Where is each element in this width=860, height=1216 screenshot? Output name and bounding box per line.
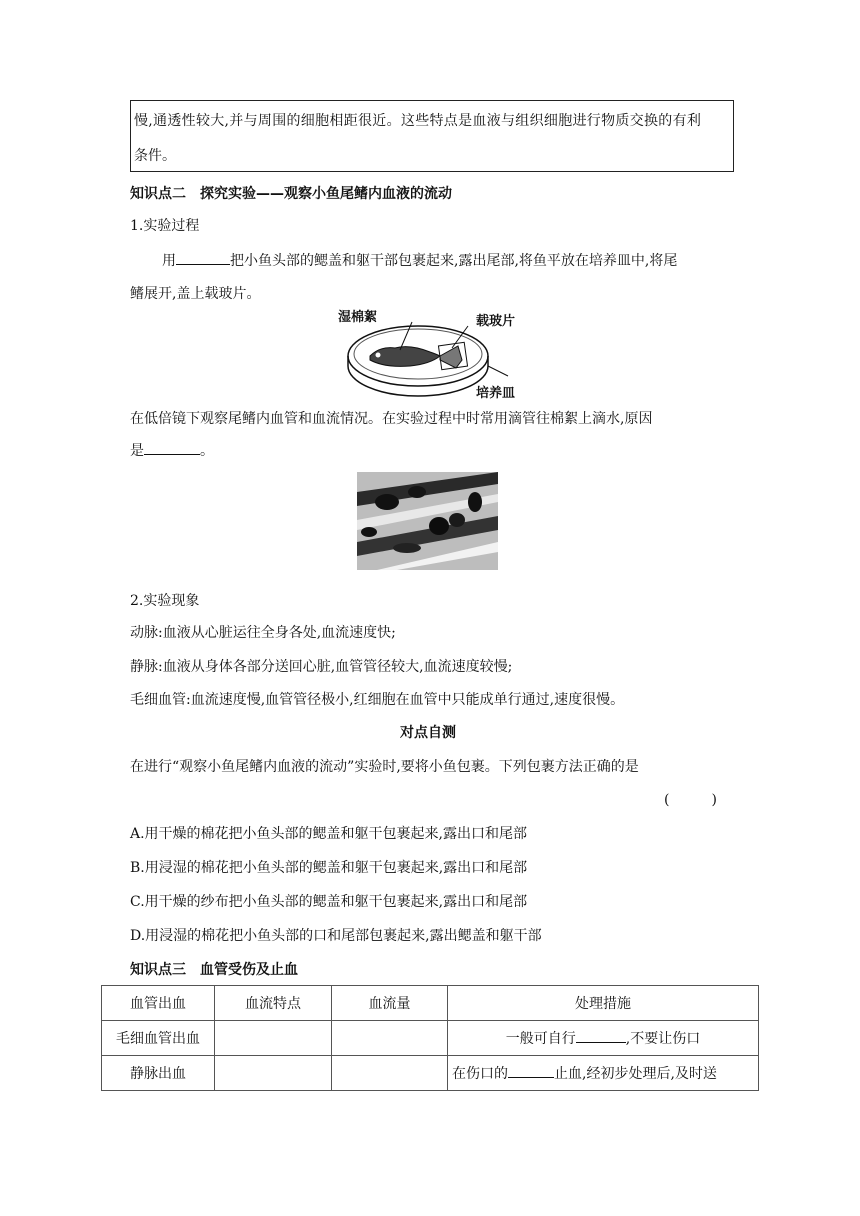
table-header-row: [102, 986, 759, 1021]
capillary-micrograph: [357, 472, 498, 570]
bleeding-type-cell: 静脉出血: [102, 1056, 215, 1091]
table-row: [102, 1056, 759, 1091]
answer-paren[interactable]: ( ): [664, 792, 717, 808]
measure-text-pre: 一般可自行: [505, 1031, 576, 1047]
fill-blank[interactable]: [176, 252, 230, 265]
observation-paragraph-line-2: [130, 440, 214, 460]
empty-answer-cell[interactable]: [215, 1021, 332, 1056]
fill-blank[interactable]: [508, 1065, 554, 1078]
procedure-paragraph-line-1: [162, 250, 677, 270]
section-heading-2: 知识点二 探究实验——观察小鱼尾鳍内血液的流动: [130, 186, 452, 202]
table-header-cell: 血流特点: [215, 986, 332, 1021]
selftest-title: 对点自测: [400, 725, 456, 741]
procedure-paragraph-line-2: 鳍展开,盖上载玻片。: [130, 286, 261, 302]
vein-description: 静脉:血液从身体各部分送回心脏,血管管径较大,血流速度较慢;: [130, 659, 513, 675]
empty-answer-cell[interactable]: [332, 1056, 448, 1091]
measure-cell: [448, 1021, 759, 1056]
procedure-text-pre: 用: [162, 253, 176, 269]
subheading-procedure: 1.实验过程: [130, 218, 200, 234]
measure-cell: [448, 1056, 759, 1091]
option-a[interactable]: A.用干燥的棉花把小鱼头部的鳃盖和躯干包裹起来,露出口和尾部: [130, 826, 528, 842]
procedure-text-post: 把小鱼头部的鳃盖和躯干部包裹起来,露出尾部,将鱼平放在培养皿中,将尾: [230, 253, 678, 269]
option-d[interactable]: D.用浸湿的棉花把小鱼头部的口和尾部包裹起来,露出鳃盖和躯干部: [130, 928, 542, 944]
table-header-cell: 血流量: [332, 986, 448, 1021]
bleeding-table: [101, 985, 759, 1091]
empty-answer-cell[interactable]: [332, 1021, 448, 1056]
measure-text-post: 止血,经初步处理后,及时送: [554, 1066, 717, 1082]
selftest-question: 在进行“观察小鱼尾鳍内血液的流动”实验时,要将小鱼包裹。下列包裹方法正确的是: [130, 759, 639, 775]
artery-description: 动脉:血液从心脏运往全身各处,血流速度快;: [130, 625, 396, 641]
option-b[interactable]: B.用浸湿的棉花把小鱼头部的鳃盖和躯干包裹起来,露出口和尾部: [130, 860, 528, 876]
table-header-cell: 血管出血: [102, 986, 215, 1021]
capillary-description: 毛细血管:血流速度慢,血管管径极小,红细胞在血管中只能成单行通过,速度很慢。: [130, 692, 625, 708]
microscope-image: [357, 472, 498, 570]
fill-blank[interactable]: [576, 1030, 626, 1043]
box-text-line-1: 慢,通透性较大,并与周围的细胞相距很近。这些特点是血液与组织细胞进行物质交换的有利: [134, 113, 702, 129]
measure-text-pre: 在伤口的: [452, 1066, 508, 1082]
measure-text-post: ,不要让伤口: [625, 1031, 701, 1047]
empty-answer-cell[interactable]: [215, 1056, 332, 1091]
fill-blank[interactable]: [144, 442, 200, 455]
label-wet-cotton: 湿棉絮: [338, 310, 378, 325]
subheading-phenomena: 2.实验现象: [130, 593, 200, 609]
bleeding-type-cell: 毛细血管出血: [102, 1021, 215, 1056]
label-petri-dish: 培养皿: [476, 386, 516, 401]
table-row: [102, 1021, 759, 1056]
table-header-cell: 处理措施: [448, 986, 759, 1021]
section-heading-3: 知识点三 血管受伤及止血: [130, 962, 298, 978]
observation-paragraph-line-1: 在低倍镜下观察尾鳍内血管和血流情况。在实验过程中时常用滴管往棉絮上滴水,原因: [130, 411, 653, 427]
observation-text-post: 。: [200, 443, 214, 459]
option-c[interactable]: C.用干燥的纱布把小鱼头部的鳃盖和躯干包裹起来,露出口和尾部: [130, 894, 528, 910]
observation-text-pre: 是: [130, 443, 144, 459]
label-slide: 载玻片: [476, 314, 516, 329]
box-text-line-2: 条件。: [134, 148, 176, 164]
